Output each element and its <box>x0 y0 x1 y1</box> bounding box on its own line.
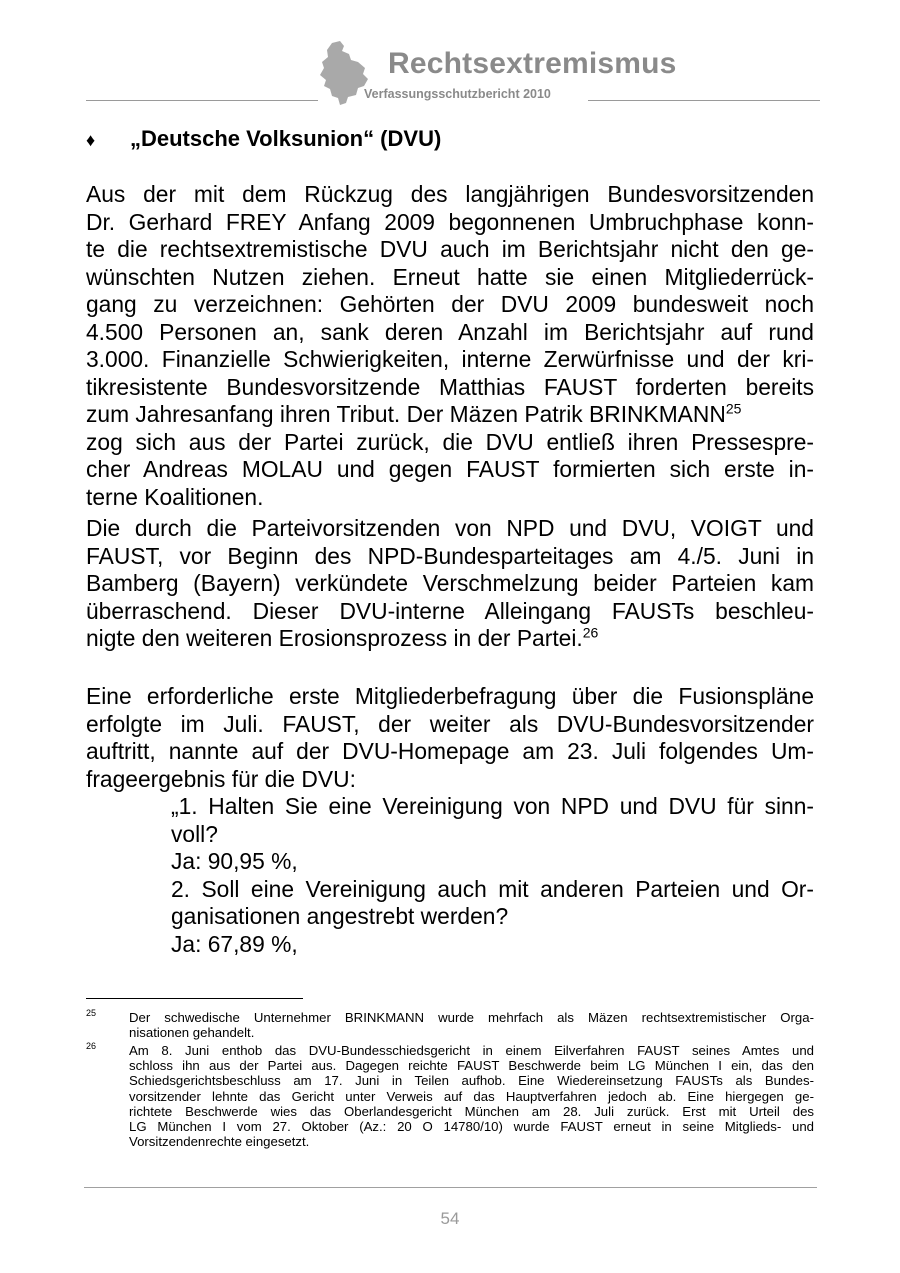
footnote-ref-25[interactable]: 25 <box>725 400 742 417</box>
footnote-line: LG München I vom 27. Oktober (Az.: 20 O 14780/10) wurde FAUST erneut in seine Mitglieds- und <box>129 1119 814 1135</box>
quote-line: 2. Soll eine Vereinigung auch mit anderen Parteien und Or- <box>171 875 814 902</box>
footnote-line: richtete Beschwerde wies das Oberlandesgericht München am 28. Juli zurück. Erst mit Urteil des <box>129 1103 814 1119</box>
survey-quote <box>171 793 814 958</box>
text-line: terne Koalitionen. <box>86 483 264 510</box>
text-line <box>86 401 814 429</box>
header-title: Rechtsextremismus <box>388 47 677 80</box>
text-line: Aus der mit dem Rückzug des langjährigen Bundesvorsitzenden <box>86 181 814 207</box>
text-line: cher Andreas MOLAU und gegen FAUST formierten sich erste in- <box>86 456 814 482</box>
footnote-text <box>129 1010 814 1040</box>
footnote-ref-26[interactable]: 26 <box>582 624 599 641</box>
text-line: 3.000. Finanzielle Schwierigkeiten, interne Zerwürfnisse und der kri- <box>86 346 814 372</box>
footnote-line: vorsitzender lehnte das Gericht unter Verweis auf das Hauptverfahren jedoch ab. Eine hiergegen ge- <box>129 1088 814 1104</box>
section-heading-text: „Deutsche Volksunion“ (DVU) <box>130 126 442 151</box>
footnote-separator <box>86 998 303 999</box>
section-heading <box>86 126 441 152</box>
text-line-content: zum Jahresanfang ihren Tribut. Der Mäzen Patrik BRINKMANN <box>86 401 726 427</box>
quote-line: Ja: 90,95 %, <box>171 848 298 874</box>
diamond-bullet-icon: ♦ <box>86 130 96 150</box>
footnote-line: Der schwedische Unternehmer BRINKMANN wurde mehrfach als Mäzen rechtsextremistischer Orga- <box>129 1010 814 1025</box>
text-line: zog sich aus der Partei zurück, die DVU entließ ihren Pressespre- <box>86 428 814 455</box>
quote-line: „1. Halten Sie eine Vereinigung von NPD und DVU für sinn- <box>171 793 814 819</box>
body-paragraph-2 <box>86 515 814 653</box>
text-line: FAUST, vor Beginn des NPD-Bundesparteitages am 4./5. Juni in <box>86 542 814 569</box>
text-line: auftritt, nannte auf der DVU-Homepage am 23. Juli folgendes Um- <box>86 738 814 764</box>
text-line: tikresistente Bundesvorsitzende Matthias FAUST forderten bereits <box>86 373 814 400</box>
quote-line: ganisationen angestrebt werden? <box>171 903 509 929</box>
text-line: 4.500 Personen an, sank deren Anzahl im Berichtsjahr auf rund <box>86 318 814 345</box>
footnote-line: Am 8. Juni enthob das DVU-Bundesschiedsgericht in einem Eilverfahren FAUST seines Amtes und <box>129 1043 814 1058</box>
footnote-line: Schiedsgerichtsbeschluss am 17. Juni in Teilen aufhob. Eine Wiedereinsetzung FAUSTs als Bundes- <box>129 1073 814 1089</box>
text-line <box>86 625 814 653</box>
text-line: frageergebnis für die DVU: <box>86 765 356 792</box>
text-line: Dr. Gerhard FREY Anfang 2009 begonnenen Umbruchphase konn- <box>86 208 814 235</box>
footnote-number: 25 <box>86 1008 97 1018</box>
text-line-content: nigte den weiteren Erosionsprozess in der Partei. <box>86 625 583 651</box>
text-line: Bamberg (Bayern) verkündete Verschmelzung beider Parteien kam <box>86 570 814 596</box>
quote-line: Ja: 67,89 %, <box>171 930 298 957</box>
header-rule-right <box>588 100 820 101</box>
text-line: te die rechtsextremistische DVU auch im Berichtsjahr nicht den ge- <box>86 236 814 262</box>
footnote-text <box>129 1043 814 1149</box>
footnote-line: schloss ihn aus der Partei aus. Dagegen reichte FAUST Beschwerde beim LG München I ein, das den <box>129 1058 814 1074</box>
text-line: gang zu verzeichnen: Gehörten der DVU 2009 bundesweit noch <box>86 291 814 317</box>
footnote-line: Vorsitzendenrechte eingesetzt. <box>129 1134 310 1150</box>
text-line: Die durch die Parteivorsitzenden von NPD und DVU, VOIGT und <box>86 515 814 541</box>
saxony-anhalt-map-icon <box>318 40 370 106</box>
page-number: 54 <box>440 1209 460 1228</box>
header-subtitle: Verfassungsschutzbericht 2010 <box>364 87 551 101</box>
text-line: erfolgte im Juli. FAUST, der weiter als DVU-Bundesvorsitzender <box>86 710 814 737</box>
header-rule-left <box>86 100 318 101</box>
text-line: überraschend. Dieser DVU-interne Alleingang FAUSTs beschleu- <box>86 597 814 624</box>
text-line: Eine erforderliche erste Mitgliederbefragung über die Fusionspläne <box>86 683 814 709</box>
footer-rule <box>84 1187 817 1188</box>
body-paragraph-3 <box>86 683 814 793</box>
text-line: wünschten Nutzen ziehen. Erneut hatte sie einen Mitgliederrück- <box>86 263 814 290</box>
footnote-number: 26 <box>86 1041 97 1051</box>
body-paragraph-1 <box>86 181 814 511</box>
footnote-line: nisationen gehandelt. <box>129 1025 255 1041</box>
quote-line: voll? <box>171 820 218 847</box>
